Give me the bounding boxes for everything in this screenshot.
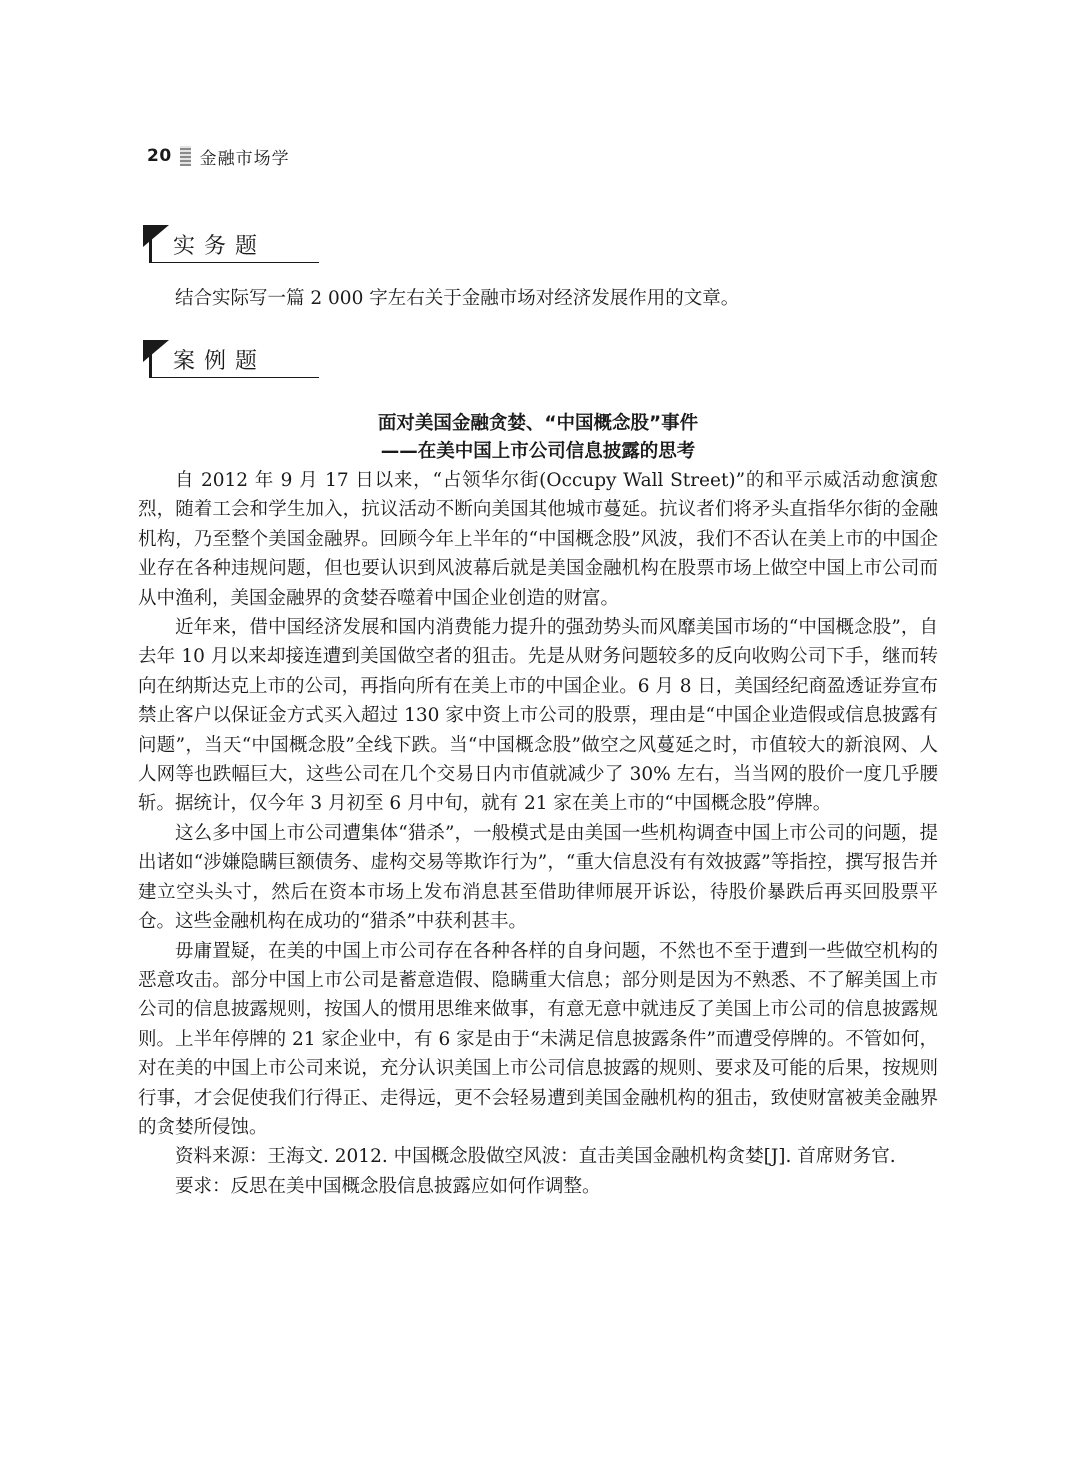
practice-heading-label: 实务题 [173,234,267,259]
practice-section-heading [143,225,319,263]
case-heading-label: 案例题 [173,349,267,374]
case-paragraph: 毋庸置疑，在美的中国上市公司存在各种各样的自身问题，不然也不至于遭到一些做空机构的恶意攻击。部分中国上市公司是蓄意造假、隐瞒重大信息；部分则是因为不熟悉、不了解美国上市公司的信息披露规则，按国人的惯用思维来做事，有意无意中就违反了美国上市公司的信息披露规则。上半年停牌的 21 家企业中，有 6 家是由于“未满足信息披露条件”而遭受停牌的。不管如何，对在美的中国上市公司来说，充分认识美国上市公司信息披露的规则、要求及可能的后果，按规则行事，才会促使我们行得正、走得远，更不会轻易遭到美国金融机构的狙击，致使财富被美金融界的贪婪所侵蚀。 [138,940,938,1138]
header-divider-mark [180,146,191,166]
case-subtitle: ——在美中国上市公司信息披露的思考 [380,441,696,462]
case-paragraph: 自 2012 年 9 月 17 日以来，“占领华尔街(Occupy Wall Street)”的和平示威活动愈演愈烈，随着工会和学生加入，抗议活动不断向美国其他城市蔓延。抗议者们将矛头直指华尔街的金融机构，乃至整个美国金融界。回顾今年上半年的“中国概念股”风波，我们不否认在美上市的中国企业存在各种违规问题，但也要认识到风波幕后就是美国金融机构在股票市场上做空中国上市公司而从中渔利，美国金融界的贪婪吞噬着中国企业创造的财富。 [138,470,938,609]
page-number: 20 [147,146,172,166]
heading-underline [149,262,319,264]
practice-question: 结合实际写一篇 2 000 字左右关于金融市场对经济发展作用的文章。 [175,288,740,309]
case-paragraph: 近年来，借中国经济发展和国内消费能力提升的强劲势头而风靡美国市场的“中国概念股”，自去年 10 月以来却接连遭到美国做空者的狙击。先是从财务问题较多的反向收购公司下手，继而转向在纳斯达克上市的公司，再指向所有在美上市的中国企业。6 月 8 日，美国经纪商盈透证券宣布禁止客户以保证金方式买入超过 130 家中资上市公司的股票，理由是“中国企业造假或信息披露有问题”，当天“中国概念股”全线下跌。当“中国概念股”做空之风蔓延之时，市值较大的新浪网、人人网等也跌幅巨大，这些公司在几个交易日内市值就减少了 30% 左右，当当网的股价一度几乎腰斩。据统计，仅今年 3 月初至 6 月中旬，就有 21 家在美上市的“中国概念股”停牌。 [138,617,938,815]
case-title: 面对美国金融贪婪、“中国概念股”事件 [377,413,699,434]
running-header [147,143,290,169]
case-section-heading [143,340,319,378]
flag-stem [149,233,152,262]
flag-icon [143,225,169,247]
case-source: 资料来源：王海文. 2012. 中国概念股做空风波：直击美国金融机构贪婪[J]. 首席财务官. [175,1146,896,1168]
heading-underline [149,377,319,379]
case-body [138,466,938,1201]
flag-stem [149,348,152,377]
flag-icon [143,340,169,362]
book-title: 金融市场学 [199,148,290,169]
case-paragraph: 这么多中国上市公司遭集体“猎杀”，一般模式是由美国一些机构调查中国上市公司的问题，提出诸如“涉嫌隐瞒巨额债务、虚构交易等欺诈行为”，“重大信息没有有效披露”等指控，撰写报告并建立空头头寸，然后在资本市场上发布消息甚至借助律师展开诉讼，待股价暴跌后再买回股票平仓。这些金融机构在成功的“猎杀”中获利甚丰。 [138,822,938,933]
case-requirement: 要求：反思在美中国概念股信息披露应如何作调整。 [175,1175,601,1197]
